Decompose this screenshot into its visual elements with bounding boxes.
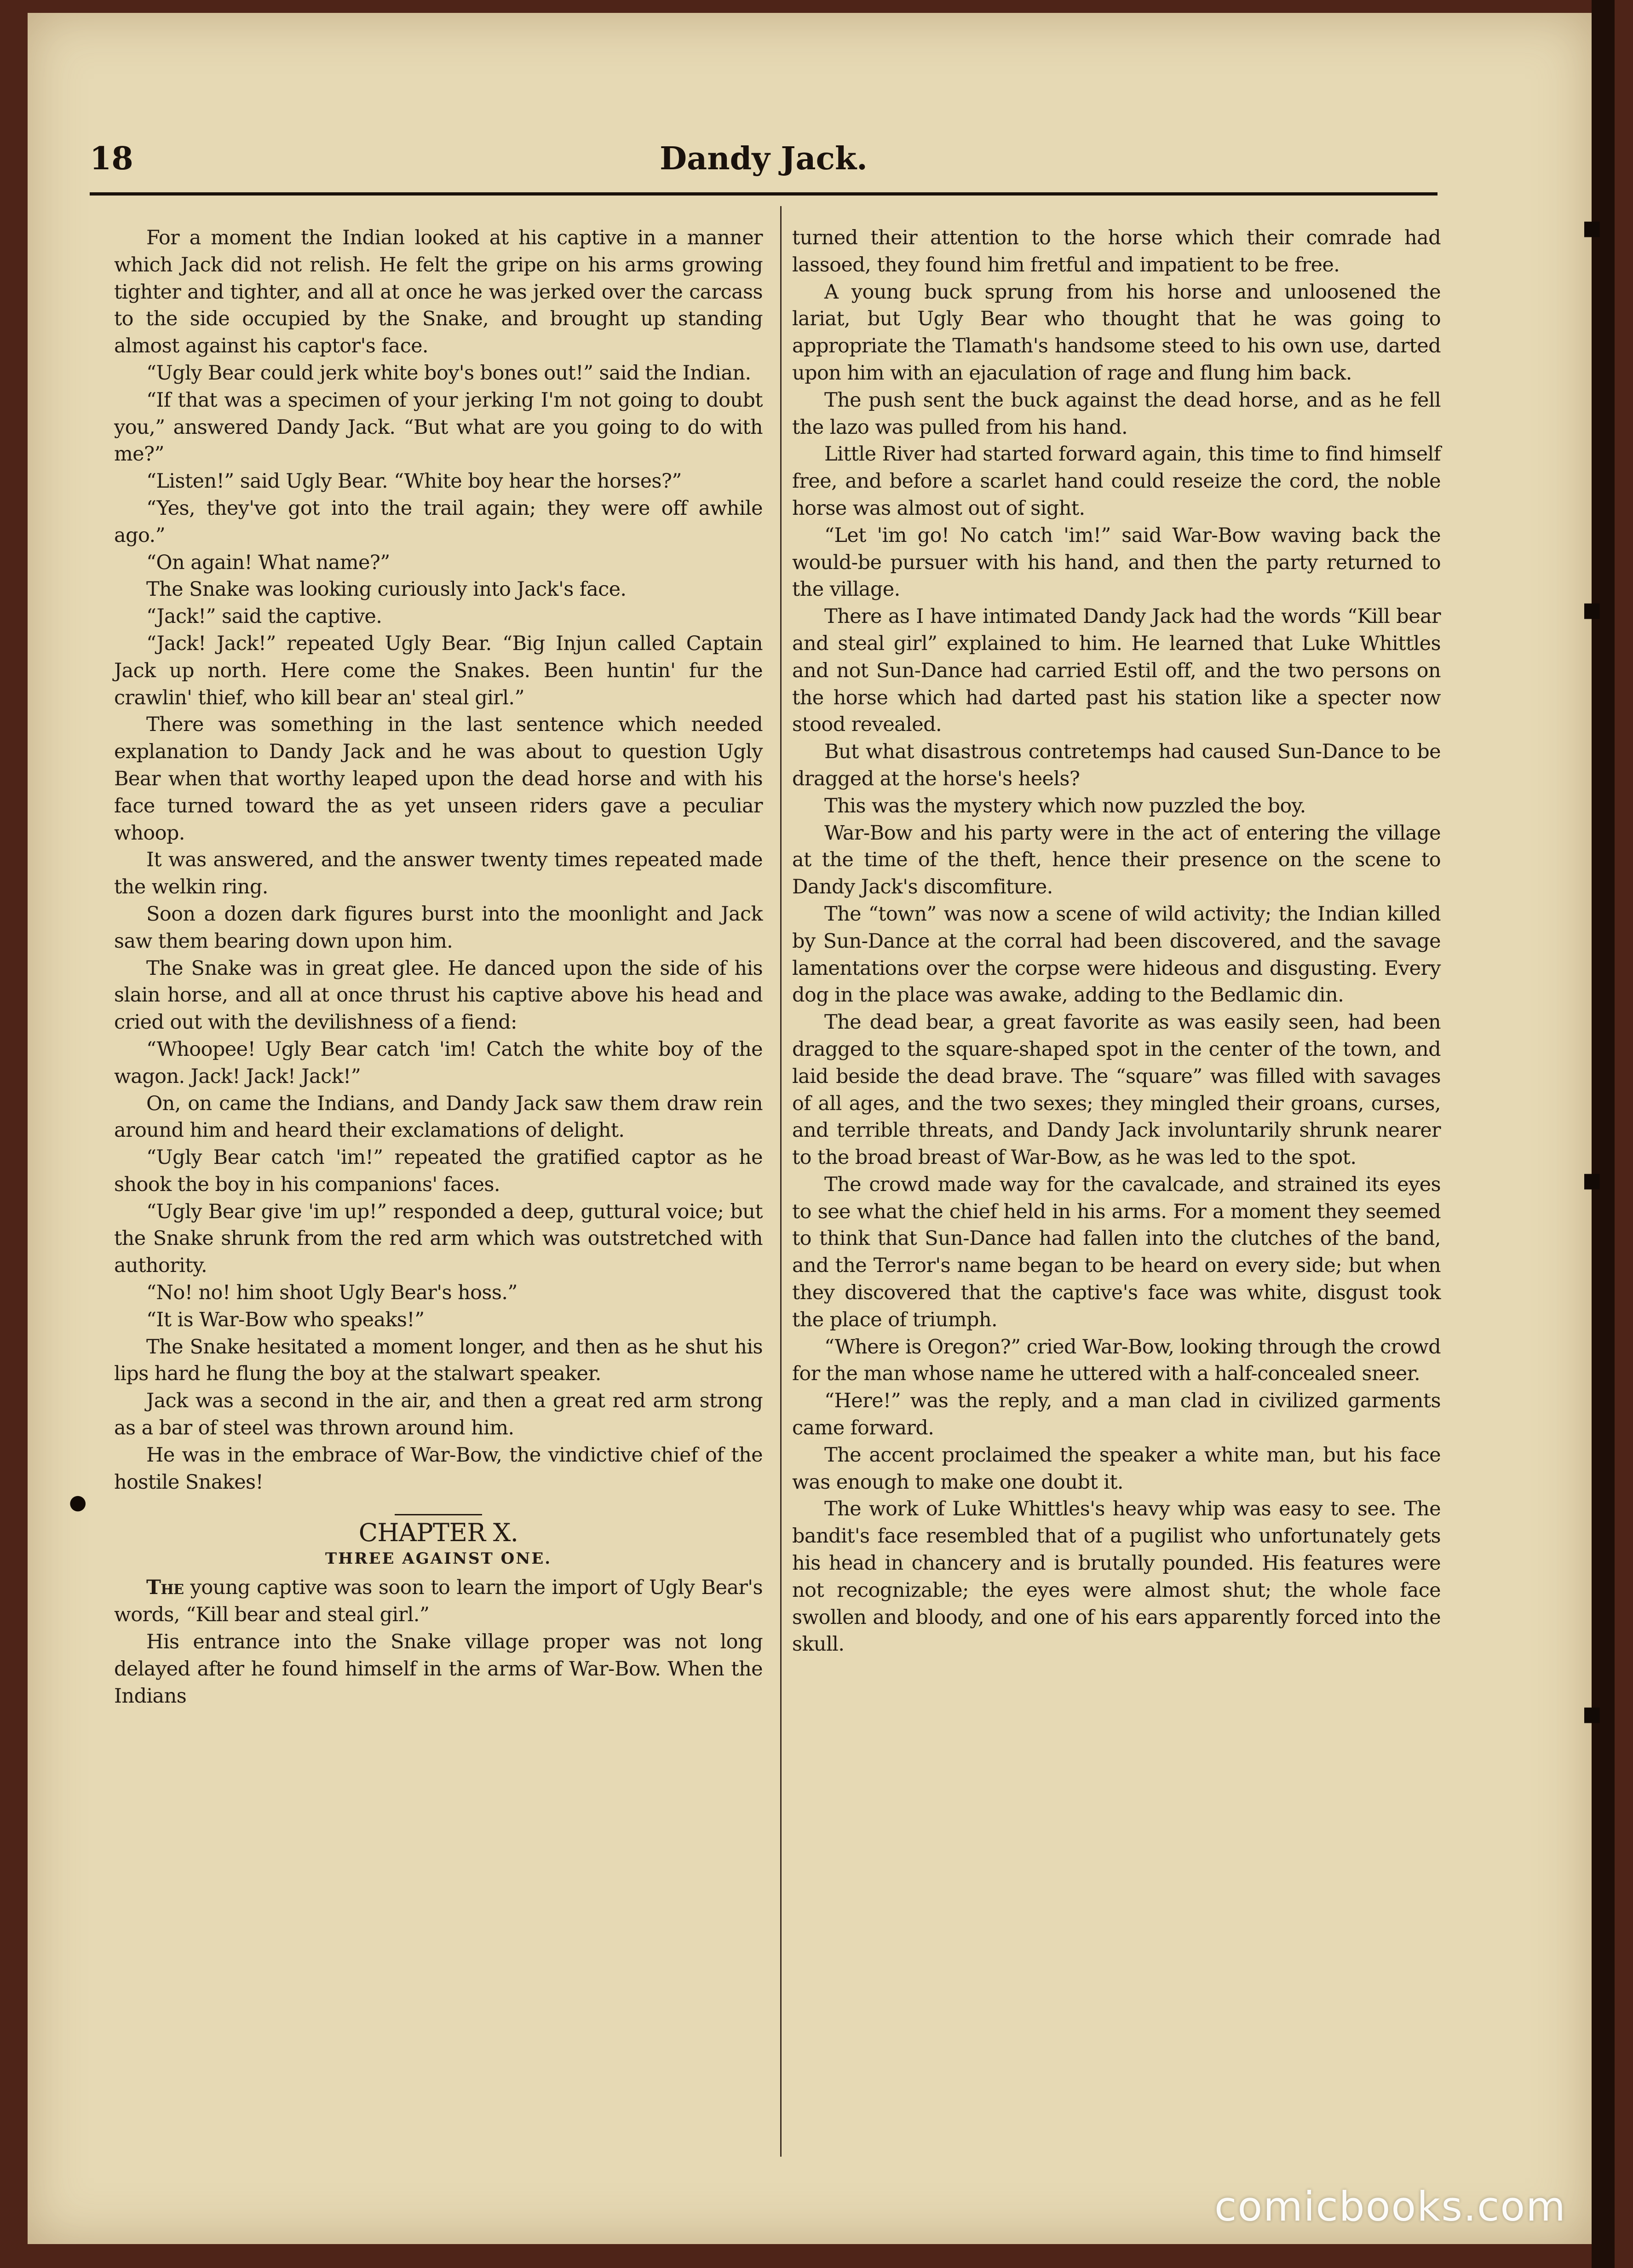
watermark: comicbooks.com <box>1214 2183 1566 2230</box>
paragraph: On, on came the Indians, and Dandy Jack saw them draw rein around him and heard their exclamations of delight. <box>114 1092 763 1142</box>
paragraph: “No! no! him shoot Ugly Bear's hoss.” <box>146 1281 518 1305</box>
paragraph: The push sent the buck against the dead horse, and as he fell the lazo was pulled from his hand. <box>792 388 1441 439</box>
paragraph: Jack was a second in the air, and then a great red arm strong as a bar of steel was thrown around him. <box>114 1389 763 1440</box>
paragraph: “Here!” was the reply, and a man clad in civilized garments came forward. <box>792 1389 1441 1440</box>
paragraph-continued: turned their attention to the horse which their comrade had lassoed, they found him fretful and impatient to be free. <box>792 226 1441 276</box>
paragraph: “Yes, they've got into the trail again; they were off awhile ago.” <box>114 496 763 547</box>
page-number: 18 <box>90 140 133 177</box>
binding-hole-mark: ■ <box>1582 1169 1602 1192</box>
page-header <box>90 140 1438 196</box>
paragraph: The work of Luke Whittles's heavy whip was easy to see. The bandit's face resembled that of a pugilist who unfortunately gets his head in chancery and is brutally pounded. His features were not recognizable; the eyes were almost shut; the whole face swollen and bloody, and one of his ears apparently forced into the skull. <box>792 1497 1441 1656</box>
paragraph: Soon a dozen dark figures burst into the moonlight and Jack saw them bearing down upon him. <box>114 902 763 953</box>
paragraph: The Snake was in great glee. He danced upon the side of his slain horse, and all at once thrust his captive above his head and cried out with the devilishness of a fiend: <box>114 956 763 1034</box>
binding-hole-mark: ■ <box>1582 216 1602 240</box>
paragraph: “Jack!” said the captive. <box>146 605 382 628</box>
chapter-title: CHAPTER X. <box>358 1518 518 1548</box>
paragraph: The accent proclaimed the speaker a white man, but his face was enough to make one doubt it. <box>792 1443 1441 1494</box>
paragraph: “Let 'im go! No catch 'im!” said War-Bow waving back the would-be pursuer with his hand, and then the party returned to the village. <box>792 524 1441 601</box>
paragraph: “Ugly Bear give 'im up!” responded a deep, guttural voice; but the Snake shrunk from the red arm which was outstretched with authority. <box>114 1200 763 1278</box>
paragraph: “Whoopee! Ugly Bear catch 'im! Catch the white boy of the wagon. Jack! Jack! Jack!” <box>114 1037 763 1088</box>
paragraph: “Jack! Jack!” repeated Ugly Bear. “Big Injun called Captain Jack up north. Here come the Snakes. Been huntin' fur the crawlin' thief, who kill bear an' steal girl.” <box>114 632 763 709</box>
page-edge-shadow <box>1592 0 1615 2268</box>
binding-hole-mark: ● <box>69 1491 87 1514</box>
chapter-rule <box>395 1514 482 1515</box>
opening-word: The <box>146 1576 184 1600</box>
paragraph: War-Bow and his party were in the act of entering the village at the time of the theft, hence their presence on the scene to Dandy Jack's discomfiture. <box>792 821 1441 899</box>
paragraph: This was the mystery which now puzzled the boy. <box>824 794 1306 817</box>
paragraph: There as I have intimated Dandy Jack had the words “Kill bear and steal girl” explained to him. He learned that Luke Whittles and not Sun-Dance had carried Estil off, and the two persons on the horse which had darted past his station like a specter now stood revealed. <box>792 605 1441 737</box>
paragraph: He was in the embrace of War-Bow, the vindictive chief of the hostile Snakes! <box>114 1443 763 1494</box>
paragraph: Little River had started forward again, this time to find himself free, and before a scarlet hand could reseize the cord, the noble horse was almost out of sight. <box>792 443 1441 520</box>
paragraph: But what disastrous contretemps had caused Sun-Dance to be dragged at the horse's heels? <box>792 740 1441 790</box>
binding-hole-mark: ■ <box>1582 598 1602 622</box>
paragraph: “It is War-Bow who speaks!” <box>146 1308 425 1331</box>
chapter-opening-paragraph <box>114 1574 763 1629</box>
paragraph: The Snake was looking curiously into Jack's face. <box>146 578 627 601</box>
paragraph: “Where is Oregon?” cried War-Bow, looking through the crowd for the man whose name he uttered with a half-concealed sneer. <box>792 1335 1441 1386</box>
paragraph: “Ugly Bear catch 'im!” repeated the gratified captor as he shook the boy in his companions' faces. <box>114 1146 763 1196</box>
header-rule <box>90 192 1438 196</box>
paragraph: The Snake hesitated a moment longer, and then as he shut his lips hard he flung the boy at the stalwart speaker. <box>114 1335 763 1386</box>
paragraph: There was something in the last sentence which needed explanation to Dandy Jack and he was about to question Ugly Bear when that worthy leaped upon the dead horse and with his face turned toward the as yet unseen riders gave a peculiar whoop. <box>114 713 763 845</box>
paragraph: “If that was a specimen of your jerking I'm not going to doubt you,” answered Dandy Jack. “But what are you going to do with me?” <box>114 388 763 466</box>
running-title: Dandy Jack. <box>660 140 868 177</box>
paragraph: For a moment the Indian looked at his captive in a manner which Jack did not relish. He felt the gripe on his arms growing tighter and tighter, and all at once he was jerked over the carcass to the side occupied by the Snake, and brought up standing almost against his captor's face. <box>114 226 763 358</box>
left-column <box>114 224 763 1710</box>
paragraph: His entrance into the Snake village proper was not long delayed after he found himself in the arms of War-Bow. When the Indians <box>114 1630 763 1708</box>
paragraph: A young buck sprung from his horse and unloosened the lariat, but Ugly Bear who thought that he was going to appropriate the Tlamath's handsome steed to his own use, darted upon him with an ejaculation of rage and flung him back. <box>792 280 1441 385</box>
opening-text: young captive was soon to learn the import of Ugly Bear's words, “Kill bear and steal girl.” <box>114 1576 763 1627</box>
paragraph: The dead bear, a great favorite as was easily seen, had been dragged to the square-shaped spot in the center of the town, and laid beside the dead brave. The “square” was filled with savages of all ages, and the two sexes; they mingled their groans, curses, and terrible threats, and Dandy Jack involuntarily shrunk nearer to the broad breast of War-Bow, as he was led to the spot. <box>792 1011 1441 1169</box>
paragraph: The crowd made way for the cavalcade, and strained its eyes to see what the chief held in his arms. For a moment they seemed to think that Sun-Dance had fallen into the clutches of the band, and the Terror's name began to be heard on every side; but when they discovered that the captive's face was white, disgust took the place of triumph. <box>792 1173 1441 1331</box>
paragraph: “On again! What name?” <box>146 551 390 574</box>
chapter-heading <box>114 1514 763 1548</box>
column-divider <box>780 206 782 2157</box>
paragraph: It was answered, and the answer twenty times repeated made the welkin ring. <box>114 848 763 899</box>
paragraph: “Ugly Bear could jerk white boy's bones out!” said the Indian. <box>146 361 751 385</box>
right-column <box>792 224 1441 1658</box>
paragraph: The “town” was now a scene of wild activity; the Indian killed by Sun-Dance at the corral had been discovered, and the savage lamentations over the corpse were hideous and disgusting. Every dog in the place was awake, adding to the Bedlamic din. <box>792 902 1441 1007</box>
chapter-subtitle: THREE AGAINST ONE. <box>325 1549 552 1568</box>
paragraph: “Listen!” said Ugly Bear. “White boy hear the horses?” <box>146 470 682 493</box>
binding-hole-mark: ■ <box>1582 1702 1602 1726</box>
